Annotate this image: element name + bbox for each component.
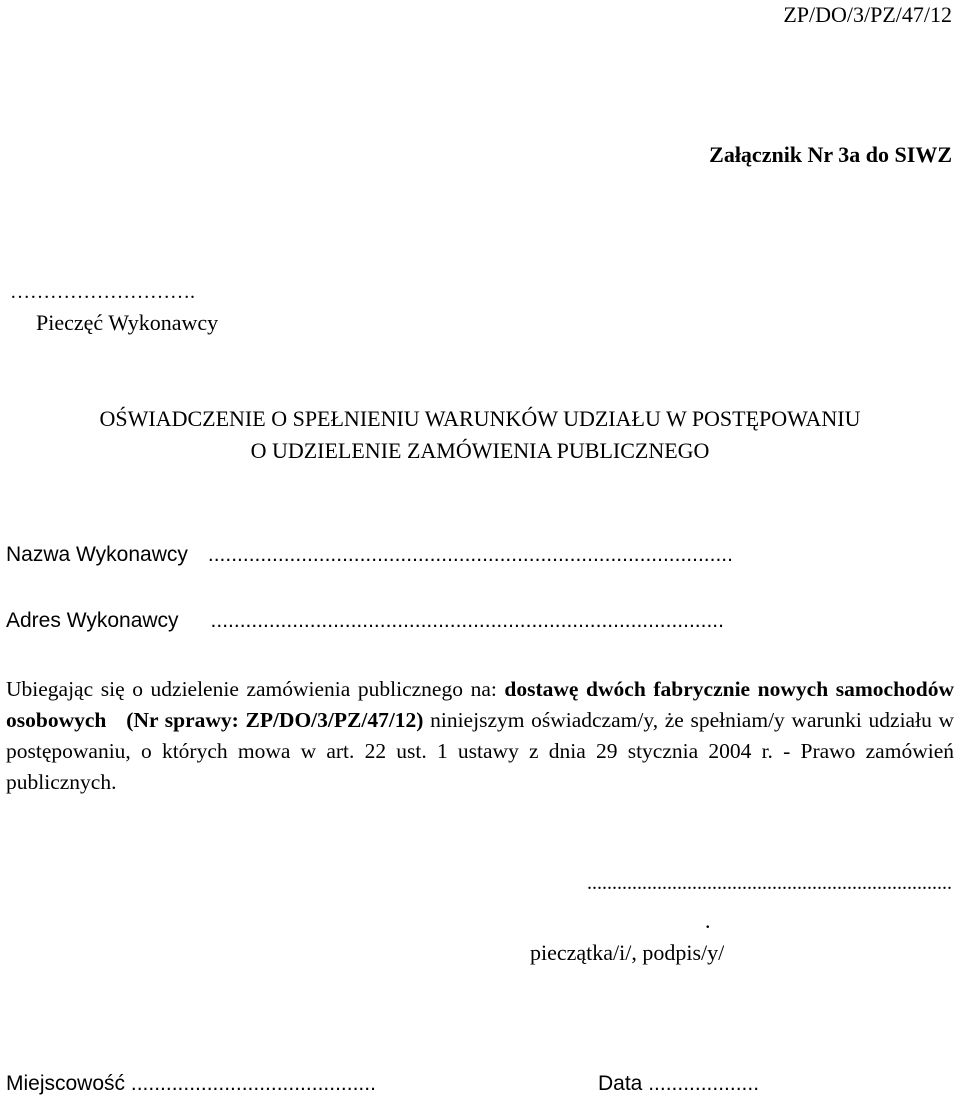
contractor-address-field <box>6 609 724 633</box>
contractor-address-dots: ........................................................................................ <box>210 609 724 632</box>
stamp-label: Pieczęć Wykonawcy <box>36 310 219 335</box>
signature-dot-continuation: . <box>705 908 711 933</box>
document-title-line-1: OŚWIADCZENIE O SPEŁNIENIU WARUNKÓW UDZIAŁU W POSTĘPOWANIU <box>99 406 861 431</box>
contractor-name-label: Nazwa Wykonawcy <box>6 543 188 566</box>
declaration-intro: Ubiegając się o udzielenie zamówienia publicznego na: <box>6 677 505 701</box>
declaration-statement: niniejszym oświadczam/y, że spełniam/y warunki udziału w postępowaniu, o których mowa w art. 22 ust. 1 ustawy z dnia 29 stycznia 2004 r. - Prawo zamówień publicznych. <box>6 708 954 794</box>
declaration-subject: dostawę dwóch fabrycznie nowych samochodów osobowych <box>6 677 955 732</box>
place-field: Miejscowość .......................................... <box>6 1072 376 1095</box>
contractor-address-label: Adres Wykonawcy <box>6 609 179 632</box>
signature-dots: ......................................................................... <box>587 872 952 894</box>
declaration-paragraph <box>6 674 954 798</box>
signature-label: pieczątka/i/, podpis/y/ <box>530 940 725 965</box>
date-field: Data ................... <box>598 1072 760 1095</box>
annex-title: Załącznik Nr 3a do SIWZ <box>709 142 952 167</box>
contractor-name-dots: .......................................................................................... <box>207 543 733 566</box>
declaration-case-number: (Nr sprawy: ZP/DO/3/PZ/47/12) <box>126 708 424 732</box>
contractor-name-field <box>6 543 733 567</box>
document-title-line-2: O UDZIELENIE ZAMÓWIENIA PUBLICZNEGO <box>250 438 710 463</box>
document-reference-number: ZP/DO/3/PZ/47/12 <box>783 2 952 27</box>
stamp-placeholder-dots: ………………………. <box>10 281 195 303</box>
